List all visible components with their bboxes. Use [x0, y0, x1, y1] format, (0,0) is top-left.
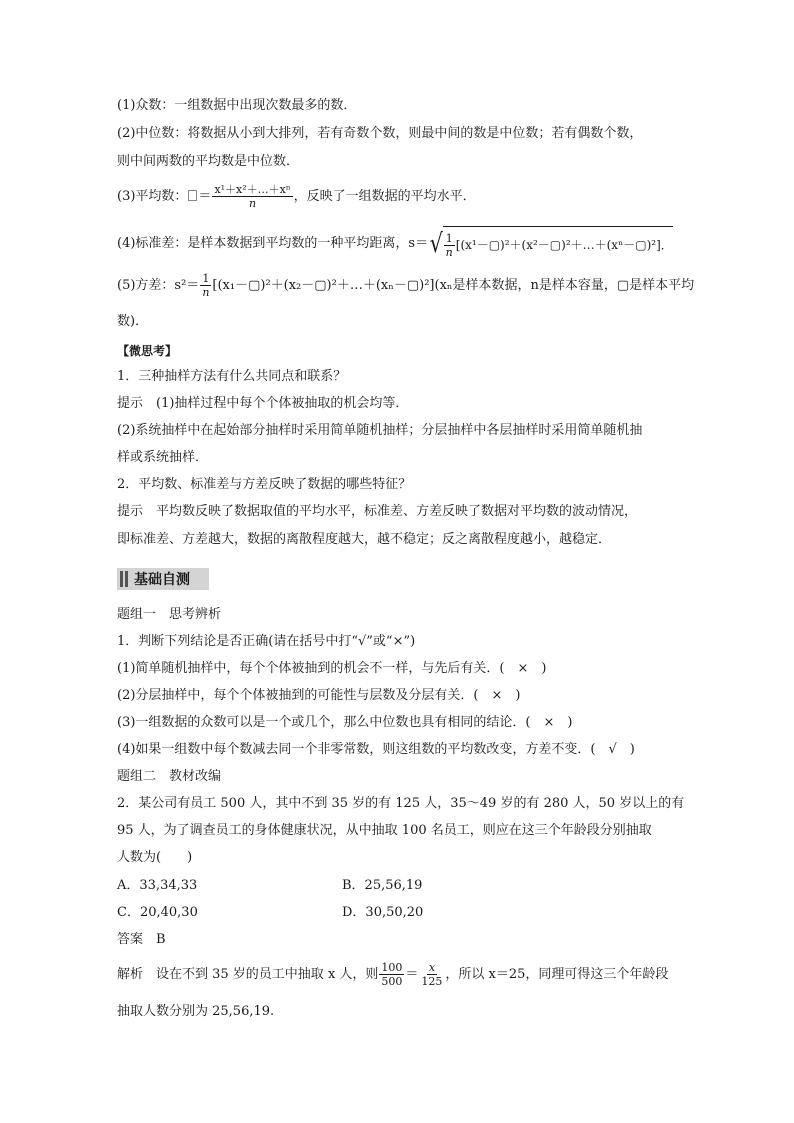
mean-fraction — [212, 183, 292, 210]
def-mean: (3)平均数： ＝ $\frac{\text{x¹＋x²＋…＋xⁿ}}{n}$ ，反映了一组数据的平均水平． — [117, 183, 476, 210]
exp-fraction-1-denominator: 500 — [381, 975, 403, 988]
list-item: (2)分层抽样中，每个个体被抽到的可能性与层数及分层有关．( × ) — [117, 688, 521, 703]
def-std — [117, 226, 673, 261]
exp-fraction-1 — [379, 961, 404, 988]
explanation-line2: 抽取人数分别为 25,56,19. — [117, 1004, 275, 1019]
std-body: [(x¹－▢)²＋(x²－▢)²＋…＋(xⁿ－▢)²]． — [455, 238, 673, 252]
answer: 答案 B — [117, 932, 166, 947]
option-d: D．30,50,20 — [342, 905, 424, 920]
think-question-1: 1．三种抽样方法有什么共同点和联系？ — [117, 369, 347, 384]
section-title: 基础自测 — [134, 572, 190, 588]
def-median-line2: 则中间两数的平均数是中位数． — [117, 154, 300, 169]
exp-fraction-1-numerator: 100 — [381, 961, 403, 974]
section-header-bar — [117, 568, 209, 590]
var-fraction — [200, 272, 211, 299]
def-var-prefix: (5)方差：s²＝ — [117, 278, 200, 293]
exp-fraction-2-denominator: 125 — [421, 975, 443, 988]
group2-title: 题组二 教材改编 — [117, 769, 222, 784]
list-item: (3)一组数据的众数可以是一个或几个，那么中位数也具有相同的结论．( × ) — [117, 715, 573, 730]
sqrt-content — [443, 226, 673, 261]
var-body: [(x₁－▢)²＋(x₂－▢)²＋…＋(xₙ－▢)²](xₙ是样本数据，n是样本容量，▢是样本平均 — [212, 278, 695, 293]
exp-fraction-2 — [419, 961, 444, 988]
list-item: (4)如果一组数中每个数减去同一个非零常数，则这组数的平均数改变，方差不变．( √ ) — [117, 742, 635, 757]
group1-question: 1．判断下列结论是否正确(请在括号中打“√”或“×”) — [117, 634, 416, 649]
option-b: B．25,56,19 — [342, 878, 423, 893]
explanation-suffix: ，所以 x＝25，同理可得这三个年龄段 — [445, 967, 669, 982]
think-question-2: 2．平均数、标准差与方差反映了数据的哪些特征？ — [117, 477, 412, 492]
def-median-line1: (2)中位数：将数据从小到大排列，若有奇数个数，则最中间的数是中位数；若有偶数个数， — [117, 126, 643, 141]
mean-fraction-numerator: x¹＋x²＋…＋xⁿ — [214, 183, 291, 196]
std-fraction-denominator: n — [445, 245, 453, 259]
std-fraction — [444, 232, 455, 259]
think-hint1-line1: 提示 (1)抽样过程中每个个体被抽取的机会均等． — [117, 396, 409, 411]
explanation-prefix: 解析 设在不到 35 岁的员工中抽取 x 人，则 — [117, 967, 379, 982]
group2-question-line1: 2．某公司有员工 500 人，其中不到 35 岁的有 125 人，35～49 岁的有 280 人，50 岁以上的有 — [117, 796, 685, 811]
option-c: C．20,40,30 — [117, 905, 198, 920]
std-fraction-numerator: 1 — [445, 231, 453, 245]
def-mean-prefix: (3)平均数： — [117, 189, 188, 204]
explanation-line1 — [117, 958, 668, 992]
var-fraction-denominator: n — [202, 286, 210, 299]
think-hint1-line2: (2)系统抽样中在起始部分抽样时采用简单随机抽样；分层抽样中各层抽样时采用简单随机抽 — [117, 423, 643, 438]
group2-question-line2: 95 人，为了调查员工的身体健康状况，从中抽取 100 名员工，则应在这三个年龄段分别抽取 — [117, 823, 652, 838]
def-variance-end: 数)． — [117, 314, 149, 329]
x-bar-placeholder-icon — [188, 190, 197, 201]
think-hint2-line1: 提示 平均数反映了数据取值的平均水平，标准差、方差反映了数据对平均数的波动情况， — [117, 504, 638, 519]
section-stripes-icon — [120, 571, 128, 587]
list-item: (1)简单随机抽样中，每个个体被抽到的机会不一样，与先后有关．( × ) — [117, 661, 547, 676]
def-mode: (1)众数：一组数据中出现次数最多的数． — [117, 98, 357, 113]
group2-question-line3: 人数为( ) — [117, 850, 193, 865]
var-fraction-numerator: 1 — [202, 272, 210, 285]
think-hint2-line2: 即标准差、方差越大，数据的离散程度越大，越不稳定；反之离散程度越小，越稳定． — [117, 532, 612, 547]
think-header: 【微思考】 — [117, 344, 178, 358]
exp-fraction-2-numerator: x — [428, 961, 436, 974]
option-a: A．33,34,33 — [117, 878, 198, 893]
sqrt-sign — [428, 226, 673, 261]
radical-icon: √ — [429, 228, 444, 259]
group1-title: 题组一 思考辨析 — [117, 607, 222, 622]
def-std-prefix: (4)标准差：是样本数据到平均数的一种平均距离，s＝ — [117, 236, 429, 251]
def-mean-suffix: ，反映了一组数据的平均水平． — [293, 189, 476, 204]
exp-equals: ＝ — [405, 967, 419, 982]
mean-fraction-denominator: n — [248, 197, 257, 210]
def-variance — [117, 270, 694, 302]
think-hint1-line3: 样或系统抽样． — [117, 450, 209, 465]
